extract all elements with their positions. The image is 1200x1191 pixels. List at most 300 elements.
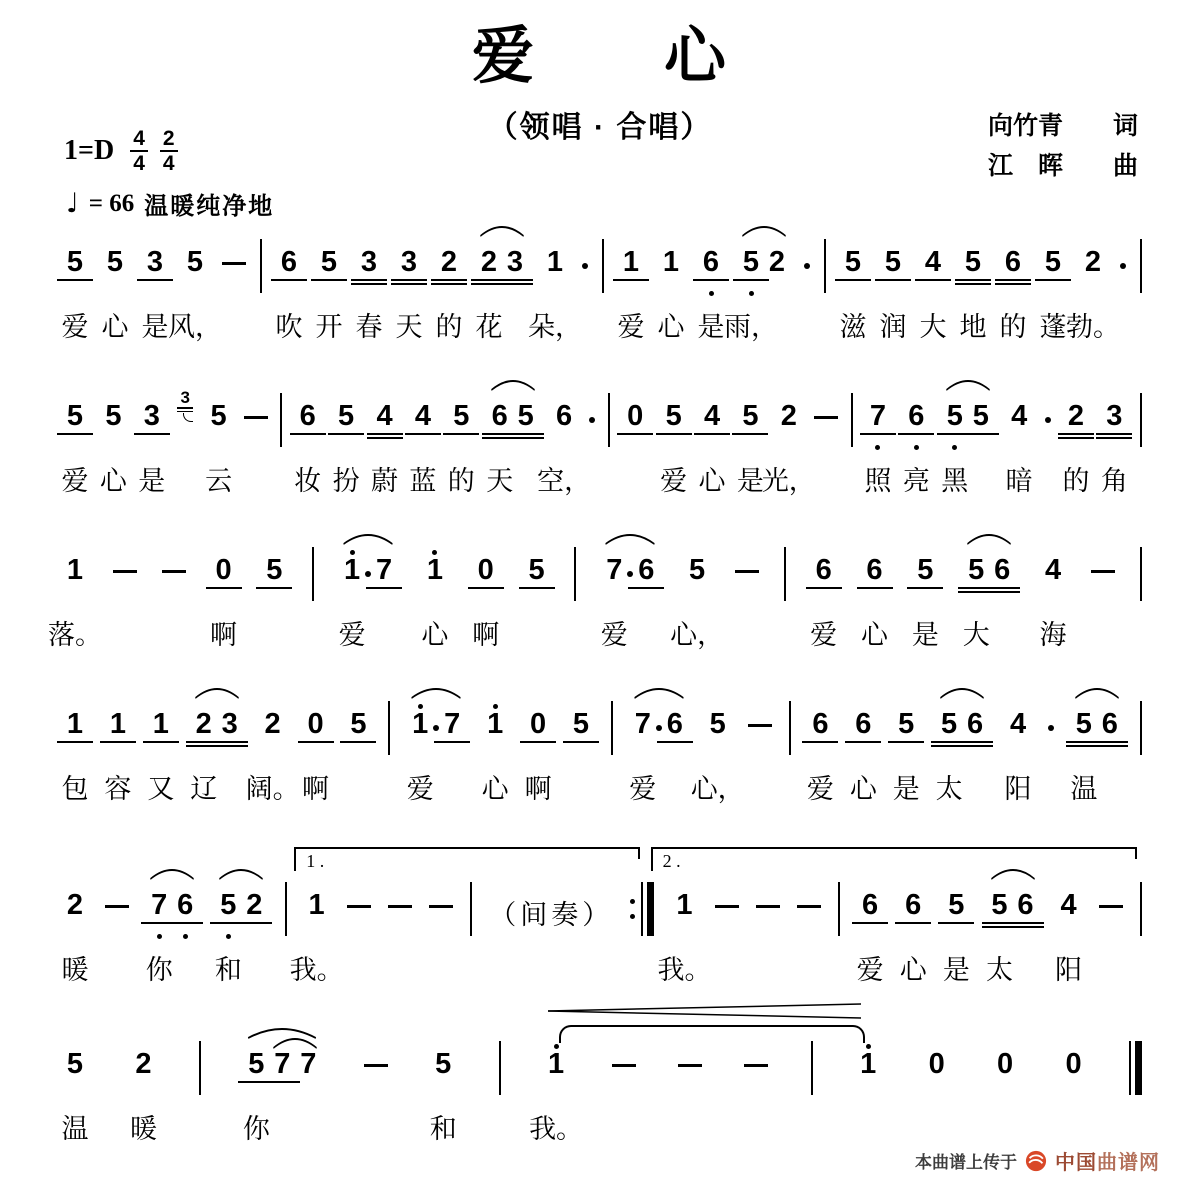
- lyric-syllable: 爱: [660, 466, 688, 496]
- lyric-slot: [529, 1107, 584, 1144]
- dash-line: [1099, 905, 1123, 908]
- note: [142, 238, 168, 341]
- site-name-solid: 中国: [1055, 1152, 1097, 1174]
- barline: [611, 700, 613, 755]
- beam-line: [391, 283, 427, 285]
- beam-line: [895, 922, 931, 924]
- note: [241, 881, 267, 984]
- note-digit: 5: [66, 246, 84, 278]
- lyric-slot: [850, 767, 876, 803]
- beam-line: [311, 279, 347, 281]
- note: [243, 1040, 269, 1143]
- beam-lines: [497, 279, 533, 289]
- note-digit: 5: [964, 246, 982, 278]
- note: [618, 238, 644, 341]
- low-octave-dot: [183, 934, 188, 939]
- dash-continuation: [797, 881, 821, 908]
- lyric-slot: [764, 305, 790, 341]
- note-digit: 5: [665, 400, 682, 432]
- note-digit: 3: [506, 246, 524, 278]
- lyric-slot: [448, 459, 474, 495]
- note: [191, 700, 217, 803]
- note: [62, 1040, 88, 1143]
- lyric-syllable: 和: [429, 1114, 457, 1144]
- beam-line: [212, 745, 248, 747]
- lyric-syllable: 润: [879, 312, 907, 342]
- notation-line: [48, 546, 1142, 650]
- dash-line: [222, 262, 246, 265]
- beam-line: [806, 587, 842, 589]
- slur-group: [630, 700, 688, 803]
- interlude: [489, 881, 613, 932]
- note: [1071, 700, 1097, 803]
- beam-lines: [802, 741, 838, 751]
- beam-lines: [236, 922, 272, 932]
- lyric-syllable: 风，: [168, 312, 222, 342]
- note-digit: 5: [320, 246, 338, 278]
- lyric-slot: [968, 459, 994, 495]
- note: [473, 546, 499, 649]
- lyric-slot: [658, 305, 684, 341]
- lyric-syllable: 爱: [406, 774, 434, 804]
- lyric-syllable: 天: [395, 312, 423, 342]
- lyric-syllable: 光，: [761, 466, 816, 496]
- beam-lines: [860, 433, 896, 443]
- lyric-slot: [1061, 1107, 1087, 1143]
- low-octave-row: [226, 932, 231, 940]
- key-signature: 1=D: [64, 135, 115, 166]
- lyric-syllable: 开: [315, 312, 343, 342]
- dot: [1048, 725, 1054, 731]
- slur-arc: [633, 685, 685, 699]
- lyric-syllable: 容: [104, 774, 132, 804]
- beam-line: [1092, 745, 1128, 747]
- dash-continuation: [735, 546, 759, 573]
- note-digit: 5: [66, 400, 84, 432]
- thick-stroke: [1135, 1041, 1142, 1095]
- beam-line: [963, 433, 999, 435]
- lyric-slot: [1013, 948, 1039, 984]
- lyric-slot: [924, 1107, 950, 1143]
- beam-line: [290, 433, 326, 435]
- time-signatures: [130, 128, 177, 174]
- beam-line: [177, 411, 193, 413]
- note-digit: 2: [264, 708, 281, 740]
- lyric-syllable: 心: [99, 466, 127, 496]
- note: [662, 700, 688, 803]
- note-digit: 5: [948, 889, 965, 921]
- barline-stroke: [312, 547, 314, 601]
- note: [372, 392, 398, 495]
- note-digit: 6: [1101, 708, 1118, 740]
- barline-stroke: [388, 701, 390, 755]
- note-digit: 2: [195, 708, 212, 740]
- beam-line: [497, 279, 533, 281]
- time-denominator: 4: [133, 152, 145, 175]
- beam-lines: [271, 279, 307, 289]
- beam-lines: [290, 433, 326, 443]
- beam-lines: [656, 433, 692, 443]
- beam-lines: [679, 587, 715, 597]
- slur-arc: [194, 685, 240, 699]
- beam-lines: [537, 279, 573, 289]
- lyric-syllable: 阳: [1004, 774, 1032, 804]
- beam-line: [468, 587, 504, 589]
- beam-lines: [167, 922, 203, 932]
- lyric-slot: [862, 613, 888, 649]
- lyric-slot: [241, 948, 267, 984]
- lyric-syllable: 心: [899, 955, 927, 985]
- repeat-barline: [630, 882, 654, 936]
- beam-line: [613, 279, 649, 281]
- slur-arc: [272, 1035, 318, 1049]
- low-octave-dot: [952, 445, 957, 450]
- note-digit: 6: [815, 554, 832, 586]
- beam-line: [366, 587, 402, 589]
- note-digit: 7: [375, 554, 393, 586]
- beam-lines: [987, 1081, 1023, 1091]
- slur-group: [146, 881, 198, 984]
- note: [903, 392, 929, 495]
- beam-lines: [431, 279, 467, 289]
- note: [62, 238, 88, 341]
- note-digit: 5: [186, 246, 204, 278]
- note-digit: 4: [703, 400, 721, 432]
- note: [303, 700, 329, 803]
- beam-lines: [613, 279, 649, 289]
- note-digit: 4: [924, 246, 942, 278]
- beam-line: [405, 433, 441, 435]
- barline: [285, 881, 287, 936]
- note-digit: 6: [702, 246, 720, 278]
- low-octave-dot: [914, 445, 919, 450]
- lyric-syllable: 朵，: [528, 312, 582, 342]
- beam-lines: [546, 433, 582, 443]
- barline: [1140, 238, 1142, 293]
- augmentation-dot: [1045, 392, 1051, 423]
- lyric-syllable: 蓬: [1039, 312, 1067, 342]
- volta-left-tick: [651, 847, 653, 871]
- quarter-note-icon: ♩: [66, 188, 79, 219]
- slur-arc: [966, 531, 1012, 545]
- lyric-slot: [840, 305, 866, 341]
- low-octave-dot: [226, 934, 231, 939]
- note-digit: 1: [860, 1048, 877, 1080]
- beam-lines: [538, 1081, 574, 1091]
- beam-line: [1096, 433, 1132, 435]
- beam-lines: [938, 922, 974, 932]
- barline-stroke: [574, 547, 576, 601]
- volta-label: 1 .: [306, 851, 325, 871]
- barline-stroke: [260, 239, 262, 293]
- beam-line: [1058, 437, 1094, 439]
- lyric-slot: [102, 305, 128, 341]
- note: [943, 881, 969, 984]
- lyric-slot: [893, 767, 919, 803]
- notation-line: [62, 238, 1142, 341]
- note-digit: 2: [440, 246, 458, 278]
- note: [529, 1040, 584, 1144]
- lyric-slot: [371, 613, 397, 649]
- dot: [1120, 263, 1126, 269]
- lyric-slot: [130, 1107, 156, 1143]
- note: [1000, 238, 1026, 341]
- dash-line: [1091, 570, 1115, 573]
- beam-line: [995, 283, 1031, 285]
- lyric-slot: [1071, 767, 1097, 803]
- score-area: [48, 238, 1142, 1144]
- lyric-slot: [148, 767, 174, 803]
- slur-arc: [410, 685, 462, 699]
- low-octave-row: [875, 443, 880, 451]
- lyric-slot: [942, 459, 968, 495]
- note: [850, 700, 876, 803]
- volta-label: 2 .: [662, 851, 681, 871]
- barline-stroke: [784, 547, 786, 601]
- barline: [824, 238, 826, 293]
- note-digit: 6: [491, 400, 508, 432]
- lyric-syllable: 你: [145, 955, 173, 985]
- lyric-syllable: 啊: [302, 774, 330, 804]
- note-digit: 5: [453, 400, 470, 432]
- score-system: [62, 1040, 1142, 1143]
- lyric-syllable: 是: [697, 312, 725, 342]
- beam-line: [955, 279, 991, 281]
- lyric-syllable: 照: [864, 466, 892, 496]
- low-octave-row: [183, 932, 188, 940]
- time-numerator: 2: [160, 128, 178, 152]
- beam-line: [328, 433, 364, 435]
- note-digit: 1: [546, 246, 564, 278]
- note-digit: 6: [280, 246, 298, 278]
- beam-line: [617, 433, 653, 435]
- lyric-slot: [476, 305, 502, 341]
- lyric-slot: [1063, 459, 1089, 495]
- lyric-slot: [339, 613, 365, 649]
- song-subtitle: （领唱 · 合唱）: [487, 111, 713, 144]
- dash-continuation: [162, 546, 186, 573]
- lyric-slot: [807, 767, 833, 803]
- note-digit: 5: [884, 246, 902, 278]
- lyric-syllable: 爱: [856, 955, 884, 985]
- note-digit: 2: [768, 246, 786, 278]
- note: [245, 700, 300, 804]
- beam-lines: [700, 741, 736, 751]
- beam-line: [100, 741, 136, 743]
- beam-lines: [657, 741, 693, 751]
- lyric-slot: [172, 948, 198, 984]
- note: [295, 1040, 321, 1143]
- lyric-syllable: 大: [919, 312, 947, 342]
- beam-line: [563, 741, 599, 743]
- lyric-syllable: 心: [849, 774, 877, 804]
- note: [1063, 392, 1089, 495]
- beam-lines: [1035, 587, 1071, 597]
- beam-lines: [915, 279, 951, 289]
- note: [62, 392, 88, 495]
- note: [661, 392, 687, 495]
- note: [893, 700, 919, 803]
- lyric-slot: [1097, 767, 1123, 803]
- beam-lines: [857, 587, 893, 597]
- lyric-syllable: 爱: [61, 466, 89, 496]
- note: [987, 881, 1013, 984]
- beam-lines: [850, 1081, 886, 1091]
- key-time-signature: [64, 128, 178, 174]
- beam-lines: [95, 433, 131, 443]
- note-digit: 6: [1017, 889, 1034, 921]
- dash-line: [735, 570, 759, 573]
- lyric-slot: [855, 1107, 881, 1143]
- note-digit: 6: [1004, 246, 1022, 278]
- lyric-syllable: 啊: [210, 620, 238, 650]
- note-digit: 7: [274, 1048, 291, 1080]
- note-digit: 5: [528, 554, 545, 586]
- beam-line: [57, 433, 93, 435]
- note-digit: 4: [1044, 554, 1062, 586]
- note-digit: 7: [869, 400, 887, 432]
- note-digit: 5: [248, 1048, 265, 1080]
- lyric-slot: [372, 459, 398, 495]
- note: [690, 700, 745, 804]
- barline-stroke: [608, 393, 610, 447]
- score-system: [61, 388, 1142, 496]
- lyric-syllable: 爱: [338, 620, 366, 650]
- lyric-slot: [963, 613, 989, 649]
- beam-line: [134, 433, 170, 435]
- slur-group: [936, 700, 988, 803]
- lyric-slot: [698, 305, 724, 341]
- lyric-slot: [1056, 948, 1082, 984]
- note: [269, 1040, 295, 1143]
- note-digit: 7: [444, 708, 461, 740]
- lyric-syllable: 扮: [332, 466, 360, 496]
- note-digit: 0: [307, 708, 324, 740]
- dot: [630, 914, 635, 919]
- note: [942, 392, 968, 495]
- beam-line: [907, 587, 943, 589]
- note: [764, 238, 790, 341]
- beam-line: [995, 279, 1031, 281]
- lyric-slot: [211, 613, 237, 649]
- footer: [915, 1146, 1160, 1175]
- note: [658, 238, 684, 341]
- slur-group: [243, 1040, 321, 1143]
- note-digit: 2: [66, 889, 84, 921]
- barline-stroke: [1140, 239, 1142, 293]
- dash-continuation: [756, 881, 780, 908]
- note-digit: 7: [606, 554, 623, 586]
- note: [862, 546, 888, 649]
- note: [316, 238, 342, 341]
- note-digit: 1: [343, 554, 361, 586]
- lyric-syllable: 春: [355, 312, 383, 342]
- beam-line: [298, 741, 334, 743]
- beam-lines: [1096, 433, 1132, 443]
- lyric-slot: [960, 305, 986, 341]
- beam-line: [57, 741, 93, 743]
- beam-line: [1096, 437, 1132, 439]
- beam-line: [802, 741, 838, 743]
- site-logo-icon: [1025, 1150, 1047, 1172]
- beam-lines: [508, 433, 544, 443]
- lyric-syllable: 心: [481, 774, 509, 804]
- barline: [312, 546, 314, 601]
- beam-line: [857, 587, 893, 589]
- beam-line: [206, 587, 242, 589]
- note-digit: 5: [689, 554, 706, 586]
- barline-stroke: [1140, 547, 1142, 601]
- dash-continuation: [244, 392, 268, 419]
- lyric-slot: [62, 1107, 88, 1143]
- beam-line: [271, 279, 307, 281]
- beam-lines: [311, 279, 347, 289]
- beam-lines: [290, 1081, 326, 1091]
- barline-stroke: [811, 1041, 813, 1095]
- note: [1040, 546, 1066, 649]
- low-octave-dot: [875, 445, 880, 450]
- dash-continuation: [748, 700, 772, 727]
- beam-line: [693, 279, 729, 281]
- note: [105, 700, 131, 803]
- low-octave-dot: [749, 291, 754, 296]
- lyric-slot: [482, 767, 508, 803]
- slur-arc: [945, 377, 991, 391]
- note: [345, 700, 371, 803]
- notation-line: [62, 700, 1142, 803]
- note: [630, 700, 656, 803]
- lyric-slot: [422, 613, 448, 649]
- beam-line: [694, 433, 730, 435]
- beam-line: [391, 279, 427, 281]
- lyric-slot: [537, 459, 592, 496]
- lyricist-name: 向竹青: [988, 112, 1064, 140]
- beam-line: [351, 283, 387, 285]
- beam-line: [1008, 926, 1044, 928]
- slur-group: [269, 1040, 321, 1143]
- lyric-syllable: 阔。: [245, 774, 300, 804]
- slur-arc: [479, 223, 525, 237]
- beam-lines: [898, 433, 934, 443]
- note: [992, 1040, 1018, 1143]
- note: [1056, 881, 1082, 984]
- lyric-syllable: 的: [1062, 466, 1090, 496]
- low-octave-row: [749, 289, 754, 297]
- beam-line: [367, 433, 403, 435]
- composer-role: 曲: [1112, 152, 1138, 180]
- lyric-slot: [245, 767, 300, 804]
- beam-lines: [255, 741, 291, 751]
- beam-lines: [919, 1081, 955, 1091]
- note: [139, 392, 165, 495]
- note: [1066, 238, 1120, 342]
- dash-continuation: [429, 881, 453, 908]
- note-digit: 5: [338, 400, 355, 432]
- lyric-syllable: 是: [892, 774, 920, 804]
- dash-line: [744, 1064, 768, 1067]
- beam-line: [845, 741, 881, 743]
- dash-line: [162, 570, 186, 573]
- slur-arc: [1074, 685, 1120, 699]
- note: [356, 238, 382, 341]
- beam-lines: [1000, 741, 1036, 751]
- barline-stroke: [602, 239, 604, 293]
- lyric-slot: [865, 459, 891, 495]
- hairpin-dynamic: [548, 1003, 861, 1019]
- barline: [574, 546, 576, 601]
- beam-lines: [667, 922, 703, 932]
- lyric-slot: [920, 305, 946, 341]
